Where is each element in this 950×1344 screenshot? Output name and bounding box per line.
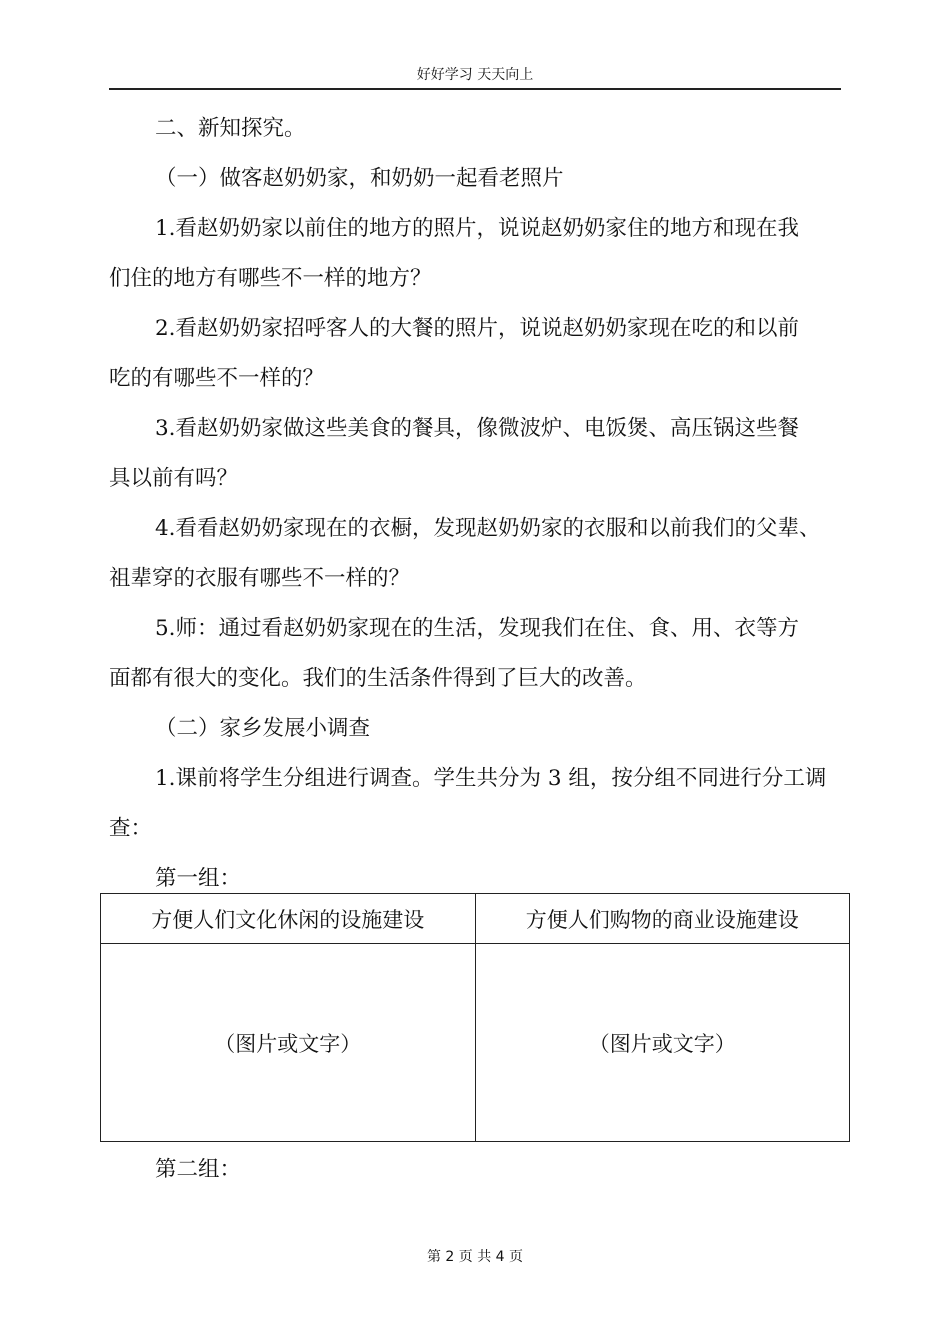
item-3-line1: 3.看赵奶奶家做这些美食的餐具，像微波炉、电饭煲、高压锅这些餐: [155, 416, 800, 441]
section-title: 二、新知探究。: [155, 116, 306, 141]
page-header: 好好学习 天天向上: [109, 62, 841, 90]
item-2-line2: 吃的有哪些不一样的？: [109, 366, 325, 391]
item-3-line2: 具以前有吗？: [109, 466, 239, 491]
table-cell: （图片或文字）: [101, 944, 476, 1142]
part2-title: （二）家乡发展小调查: [155, 716, 371, 741]
item-5-line2: 面都有很大的变化。我们的生活条件得到了巨大的改善。: [109, 666, 647, 691]
item-4-line2: 祖辈穿的衣服有哪些不一样的？: [109, 566, 411, 591]
survey-line1: 1.课前将学生分组进行调查。学生共分为 3 组，按分组不同进行分工调: [155, 766, 827, 791]
item-1-line1: 1.看赵奶奶家以前住的地方的照片，说说赵奶奶家住的地方和现在我: [155, 216, 800, 241]
table-header-row: [101, 894, 850, 944]
table-header-cell: 方便人们文化休闲的设施建设: [101, 894, 476, 944]
part1-title: （一）做客赵奶奶家，和奶奶一起看老照片: [155, 166, 564, 191]
group2-label: 第二组：: [155, 1157, 242, 1182]
table-row: [101, 944, 850, 1142]
document-body: [109, 104, 841, 904]
item-4-line1: 4.看看赵奶奶家现在的衣橱，发现赵奶奶家的衣服和以前我们的父辈、: [155, 516, 821, 541]
item-2-line1: 2.看赵奶奶家招呼客人的大餐的照片，说说赵奶奶家现在吃的和以前: [155, 316, 800, 341]
item-1-line2: 们住的地方有哪些不一样的地方？: [109, 266, 432, 291]
survey-line2: 查：: [109, 816, 153, 841]
page-footer: 第 2 页 共 4 页: [426, 1249, 524, 1265]
group1-label: 第一组：: [155, 866, 242, 891]
item-5-line1: 5.师：通过看赵奶奶家现在的生活，发现我们在住、食、用、衣等方: [155, 616, 800, 641]
table-header-cell: 方便人们购物的商业设施建设: [475, 894, 850, 944]
table-cell: （图片或文字）: [475, 944, 850, 1142]
survey-table: [100, 893, 850, 1142]
